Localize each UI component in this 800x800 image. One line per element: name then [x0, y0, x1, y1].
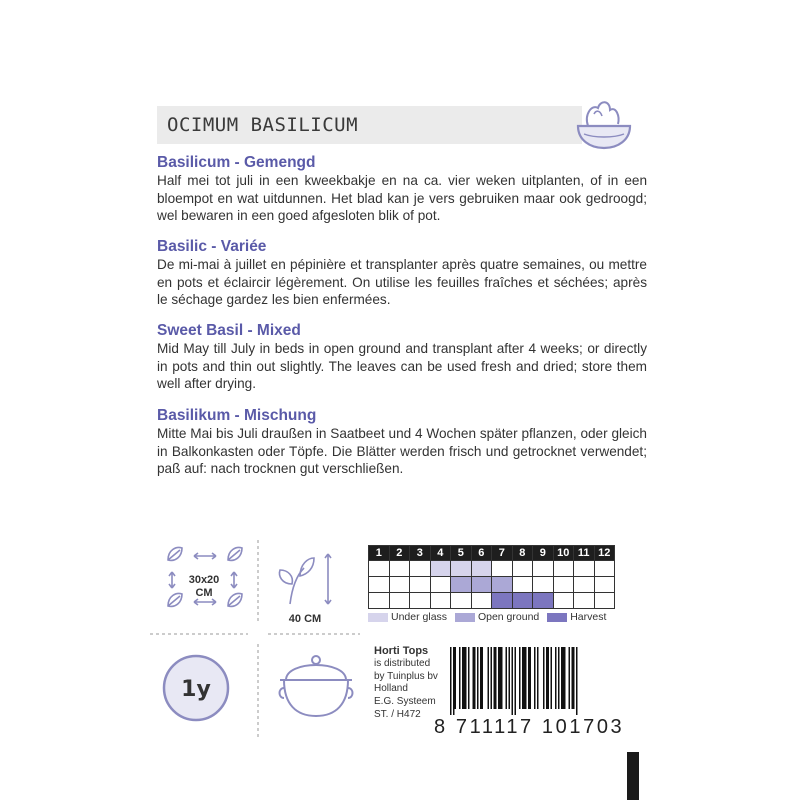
calendar-cell — [389, 561, 410, 577]
calendar-cell — [389, 577, 410, 593]
barcode-bar — [491, 647, 493, 709]
calendar-legend — [368, 611, 611, 623]
calendar-cell — [410, 593, 431, 609]
brand-name: Horti Tops — [374, 645, 429, 657]
spacing-unit: CM — [195, 587, 213, 599]
barcode-bar — [512, 647, 514, 715]
barcode-bar — [572, 647, 575, 709]
calendar-cell — [471, 577, 492, 593]
barcode-bar — [450, 647, 452, 715]
barcode-bar — [561, 647, 566, 709]
barcode-bar — [455, 647, 457, 709]
distributor-line: is distributed — [374, 657, 431, 669]
section-text: Half mei tot juli in een kweekbakje en na ca. vier weken uitplanten, of in een bloempot en wat uitdunnen. Het blad kan je vers gebruiken maar ook gedroogd; wel bewaren in een goed afgesloten blik of pot. — [157, 173, 647, 223]
legend-open-ground: Open ground — [477, 611, 540, 623]
calendar-cell — [369, 577, 390, 593]
month-header: 12 — [594, 546, 615, 561]
barcode-bar — [528, 647, 531, 709]
calendar-cell — [492, 561, 513, 577]
height-label: 40 CM — [288, 613, 322, 625]
calendar-cell — [369, 561, 390, 577]
cultivation-icons — [150, 540, 360, 740]
distributor-line: by Tuinplus bv — [374, 670, 438, 682]
barcode-bar — [551, 647, 553, 709]
distributor-info — [374, 645, 438, 722]
calendar-cell — [492, 577, 513, 593]
barcode-bar — [546, 647, 549, 709]
month-header: 1 — [369, 546, 390, 561]
species-title: OCIMUM BASILICUM — [167, 114, 359, 136]
calendar-cell — [430, 577, 451, 593]
calendar-cell — [451, 577, 472, 593]
barcode-bar — [569, 647, 571, 709]
month-header: 5 — [451, 546, 472, 561]
month-header: 8 — [512, 546, 533, 561]
under-glass-swatch — [368, 613, 388, 622]
calendar-cell — [512, 593, 533, 609]
month-header: 3 — [410, 546, 431, 561]
barcode-bar — [477, 647, 479, 709]
calendar-cell — [471, 561, 492, 577]
calendar-cell — [553, 577, 574, 593]
calendar-cell — [492, 593, 513, 609]
calendar-cell — [512, 577, 533, 593]
barcode-bar — [462, 647, 467, 709]
calendar-cell — [594, 561, 615, 577]
month-header: 9 — [533, 546, 554, 561]
calendar-cell — [451, 593, 472, 609]
section-french — [157, 238, 647, 309]
section-text: Mitte Mai bis Juli draußen in Saatbeet und 4 Wochen später pflanzen, oder gleich in Balkonkasten oder Töpfe. Die Blätter werden frisch und getrocknet verwendet; paß auf: nach trocknen gut verschließen. — [157, 426, 647, 476]
calendar-cell — [553, 561, 574, 577]
section-heading: Basilic - Variée — [157, 238, 267, 255]
barcode-bar — [488, 647, 490, 709]
barcode-bar — [453, 647, 455, 715]
section-dutch — [157, 154, 647, 225]
open-ground-swatch — [455, 613, 475, 622]
calendar-cell — [512, 561, 533, 577]
distributor-line: ST. / H472 — [374, 708, 421, 720]
barcode-number: 8 711117 101703 — [434, 716, 625, 738]
legend-harvest: Harvest — [570, 611, 607, 623]
barcode-bar — [576, 647, 578, 715]
calendar-cell — [471, 593, 492, 609]
barcode-bar — [498, 647, 503, 709]
sowing-calendar — [368, 545, 615, 609]
calendar-cell — [574, 577, 595, 593]
barcode-bar — [555, 647, 557, 709]
calendar-cell — [574, 561, 595, 577]
calendar-cell — [410, 561, 431, 577]
harvest-swatch — [547, 613, 567, 622]
plant-height-icon — [280, 554, 332, 604]
calendar-cell — [533, 593, 554, 609]
calendar-cell — [594, 577, 615, 593]
barcode-bar — [534, 647, 536, 709]
barcode-bar — [494, 647, 497, 709]
barcode-bar — [506, 647, 508, 709]
section-heading: Basilicum - Gemengd — [157, 154, 316, 171]
spacing-label: 30x20 — [188, 574, 220, 586]
barcode-bar — [519, 647, 521, 709]
section-german — [157, 407, 647, 478]
calendar-cell — [430, 593, 451, 609]
barcode-bar — [522, 647, 527, 709]
calendar-cell — [369, 593, 390, 609]
lifecycle-label: 1y — [181, 677, 211, 702]
barcode-bar — [480, 647, 483, 709]
barcode-bar — [468, 647, 470, 709]
section-heading: Sweet Basil - Mixed — [157, 322, 301, 339]
calendar-cell — [430, 561, 451, 577]
section-text: De mi-mai à juillet en pépinière et transplanter après quatre semaines, ou mettre en pots et éclaircir légèrement. On utilise les feuilles fraîches et séchées; après le séchage gardez les bien enfermées. — [157, 257, 647, 307]
barcode-bar — [558, 647, 560, 709]
month-header: 10 — [553, 546, 574, 561]
month-header: 7 — [492, 546, 513, 561]
barcode-bar — [473, 647, 476, 709]
barcode — [450, 647, 636, 715]
section-heading: Basilikum - Mischung — [157, 407, 317, 424]
calendar-cell — [533, 577, 554, 593]
barcode-bar — [509, 647, 511, 709]
salad-bowl-icon — [574, 96, 634, 152]
calendar-cell — [451, 561, 472, 577]
month-header: 11 — [574, 546, 595, 561]
distributor-line: Holland — [374, 683, 408, 695]
barcode-bar — [459, 647, 461, 709]
edge-mark — [627, 752, 639, 800]
calendar-cell — [574, 593, 595, 609]
calendar-cell — [410, 577, 431, 593]
distributor-line: E.G. Systeem — [374, 696, 436, 708]
calendar-cell — [389, 593, 410, 609]
month-header: 2 — [389, 546, 410, 561]
calendar-cell — [594, 593, 615, 609]
month-header: 4 — [430, 546, 451, 561]
barcode-bar — [515, 647, 517, 715]
calendar-cell — [553, 593, 574, 609]
barcode-bar — [543, 647, 545, 709]
section-text: Mid May till July in beds in open ground and transplant after 4 weeks; or directly in pots and thin out slightly. The leaves can be used fresh and dried; store them well after drying. — [157, 341, 647, 391]
barcode-bar — [537, 647, 539, 709]
title-bar — [157, 106, 582, 144]
legend-under-glass: Under glass — [391, 611, 448, 623]
storage-pot-icon — [280, 656, 353, 716]
month-header: 6 — [471, 546, 492, 561]
section-english — [157, 322, 647, 393]
calendar-cell — [533, 561, 554, 577]
